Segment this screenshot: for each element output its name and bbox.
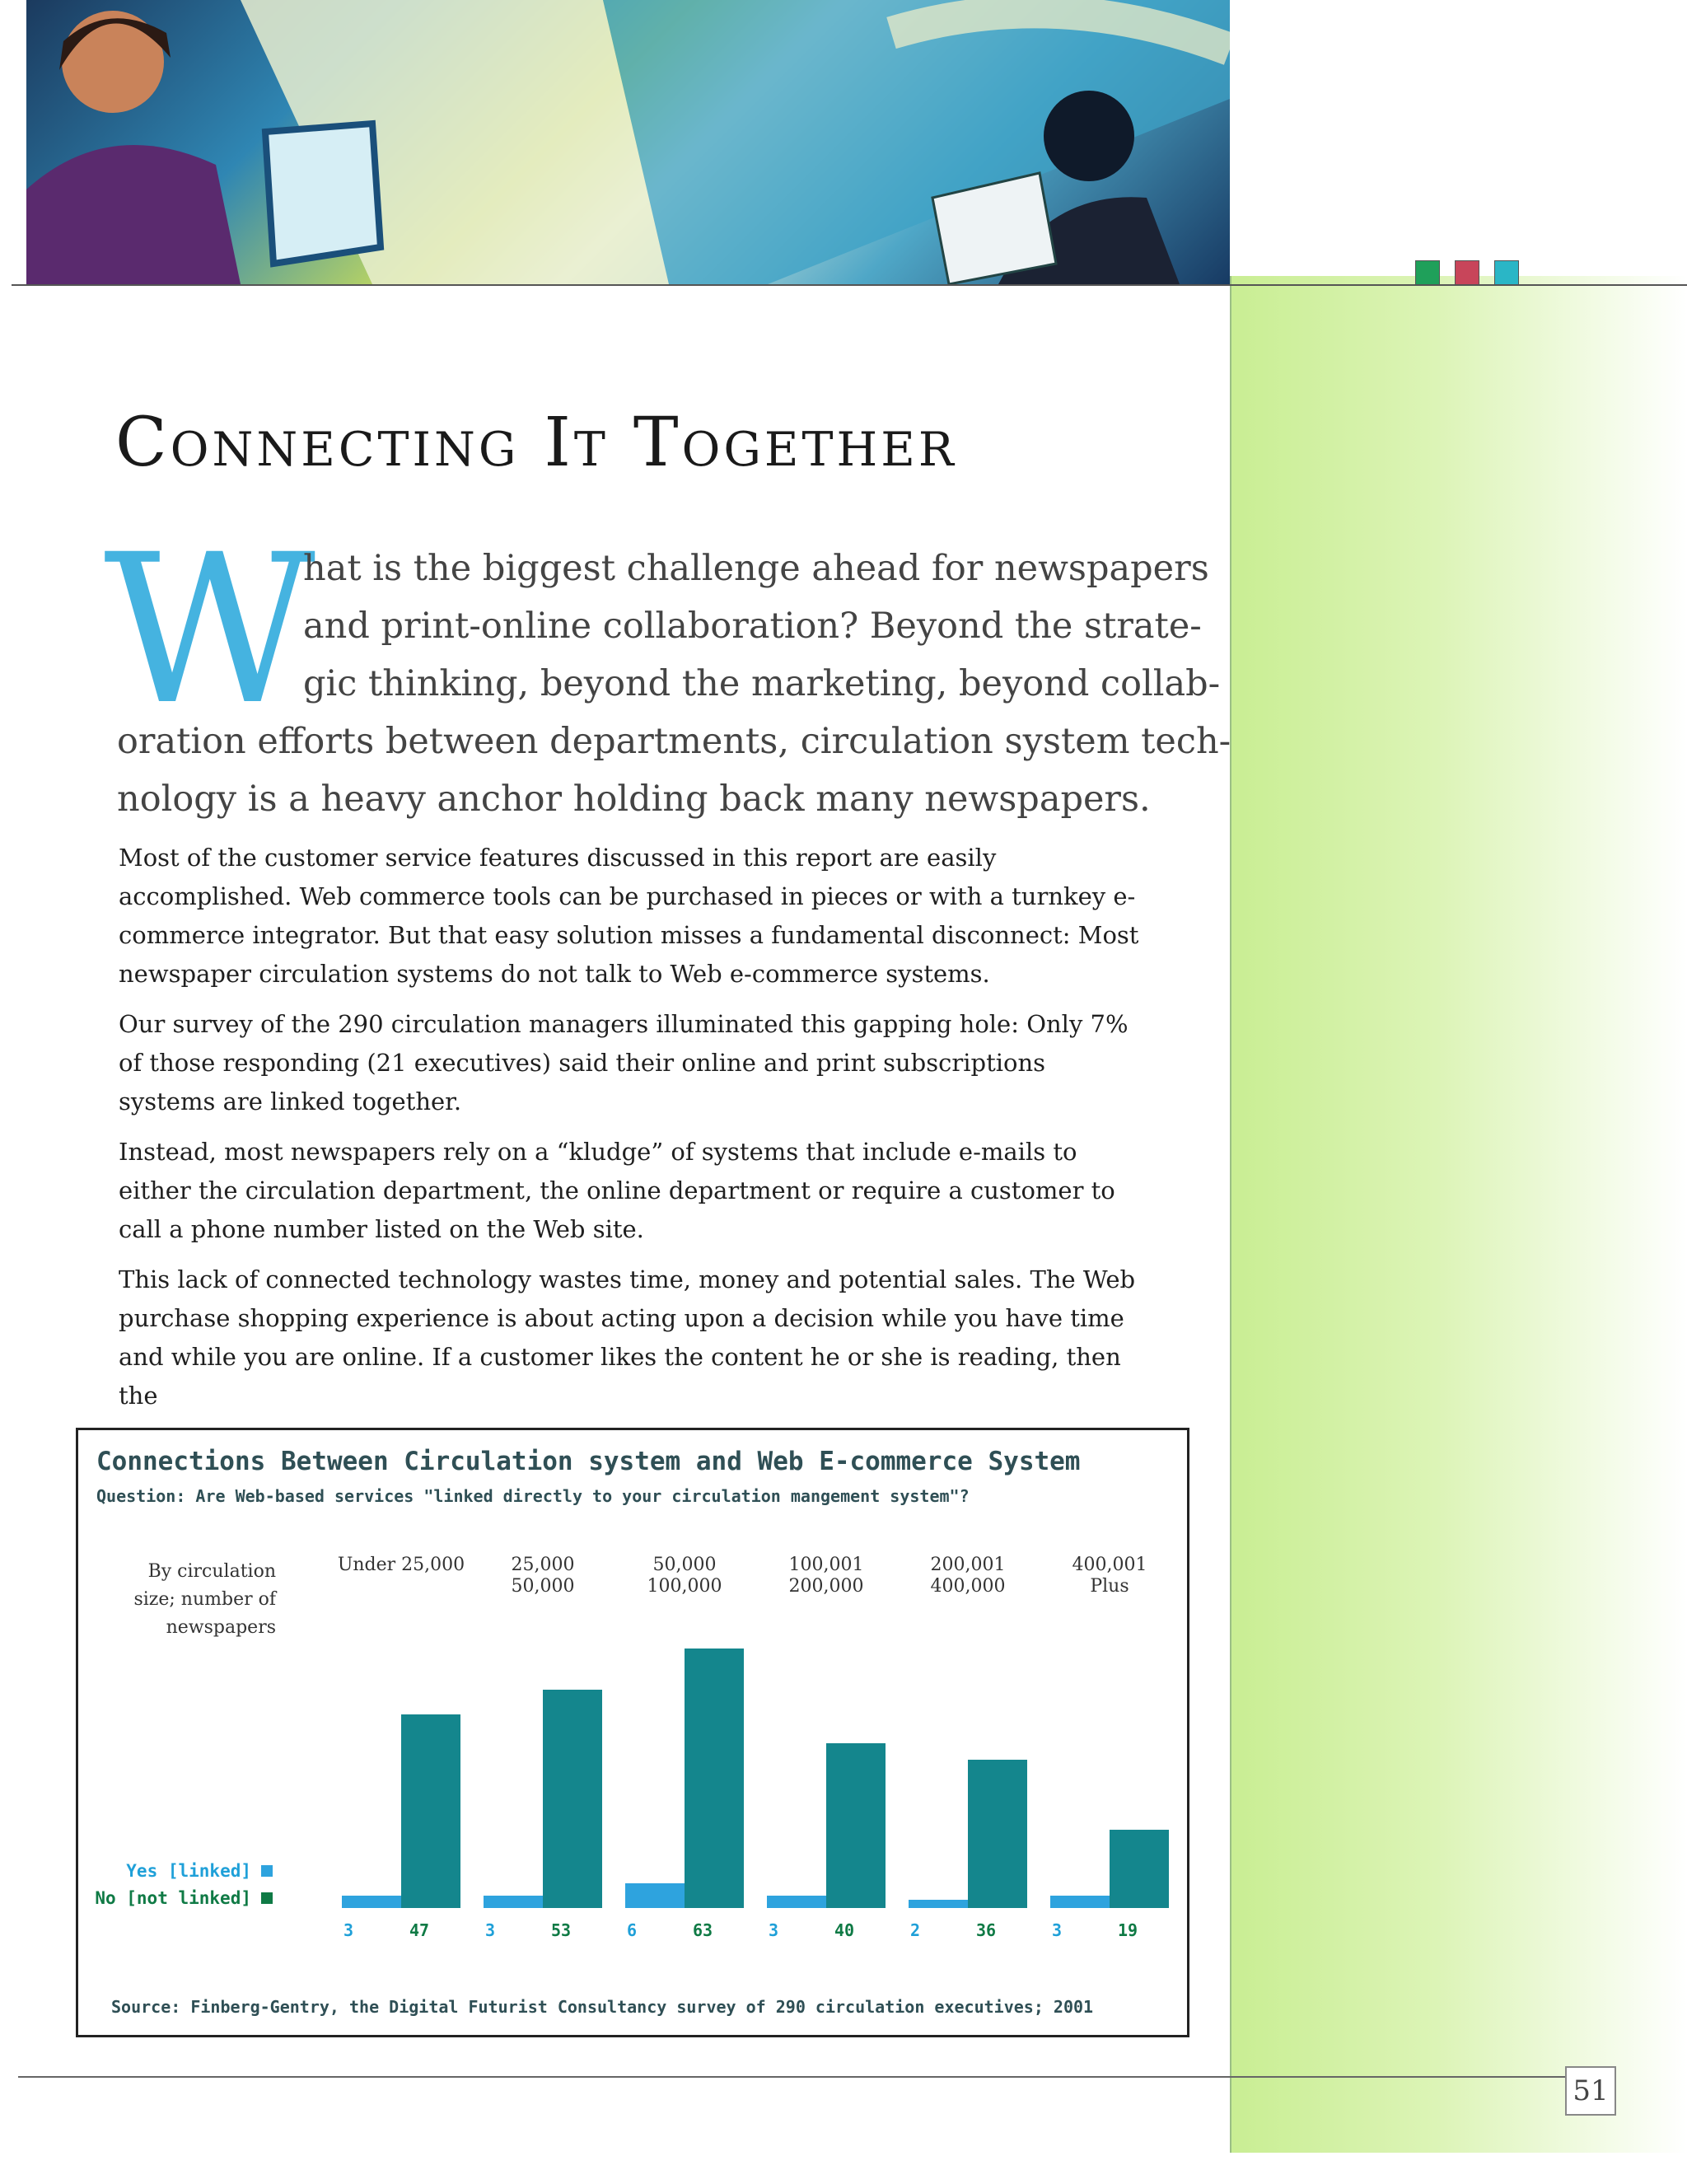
row-label-line: By circulation — [147, 1561, 276, 1582]
green-square-icon — [1415, 260, 1440, 285]
intro-line: nology is a heavy anchor holding back many newspapers. — [117, 779, 1151, 820]
bar-no-not-linked — [1110, 1830, 1169, 1908]
row-label-line: size; number of — [133, 1589, 276, 1610]
bar-yes-linked — [1050, 1896, 1110, 1908]
chart-source: Source: Finberg-Gentry, the Digital Futurist Consultancy survey of 290 circulation executives; 2001 — [111, 1997, 1094, 2017]
hero-artwork — [26, 0, 1230, 284]
value-label-no: 63 — [693, 1920, 713, 1940]
body-paragraph: Our survey of the 290 circulation managers illuminated this gapping hole: Only 7% of those responding (21 executives) said their online and print subscriptions systems are linked together. — [119, 1010, 1129, 1115]
red-square-icon — [1455, 260, 1479, 285]
category-label: 400,001 — [1072, 1555, 1147, 1575]
man-head-shape — [1044, 91, 1134, 181]
intro-line: hat is the biggest challenge ahead for newspapers — [303, 548, 1209, 589]
bar-yes-linked — [342, 1896, 401, 1908]
category-label: 100,001 — [788, 1555, 864, 1575]
legend-label-yes: Yes [linked] — [126, 1861, 251, 1881]
category-label: 50,000 — [652, 1555, 717, 1575]
legend-swatch-no — [261, 1892, 273, 1904]
bar-yes-linked — [484, 1896, 543, 1908]
value-label-yes: 6 — [627, 1920, 638, 1940]
chart-title: Connections Between Circulation system and Web E-commerce System — [96, 1447, 1081, 1476]
value-label-no: 53 — [551, 1920, 572, 1940]
category-label: Under 25,000 — [337, 1555, 465, 1575]
intro-line: and print-online collaboration? Beyond the strate- — [303, 606, 1202, 647]
value-label-no: 19 — [1118, 1920, 1138, 1940]
category-label: 400,000 — [930, 1576, 1006, 1597]
legend-label-no: No [not linked] — [95, 1888, 251, 1908]
body-paragraph: This lack of connected technology wastes time, money and potential sales. The Web purchase shopping experience is about acting upon a decision while you have time and while you are online. If a customer likes the content he or she is reading, then the — [119, 1265, 1136, 1410]
footer-rule — [18, 2076, 1567, 2078]
category-label: 200,000 — [788, 1576, 864, 1597]
bar-no-not-linked — [543, 1690, 602, 1908]
intro-line: oration efforts between departments, circulation system tech- — [117, 721, 1231, 762]
value-label-yes: 3 — [1052, 1920, 1063, 1940]
bar-no-not-linked — [401, 1714, 460, 1908]
bar-no-not-linked — [968, 1760, 1027, 1908]
woman-body-shape — [26, 145, 241, 284]
page-title: Connecting It Together — [115, 404, 957, 482]
teal-square-icon — [1494, 260, 1519, 285]
decorative-squares — [1415, 260, 1519, 285]
category-label: Plus — [1090, 1576, 1129, 1597]
body-paragraph: Instead, most newspapers rely on a “kludge” of systems that include e-mails to either the circulation department, the online department or require a customer to call a phone number listed on the Web site. — [119, 1138, 1115, 1243]
value-label-no: 36 — [976, 1920, 997, 1940]
bar-chart — [78, 1521, 1187, 1982]
value-label-yes: 3 — [769, 1920, 779, 1940]
bar-yes-linked — [909, 1900, 968, 1908]
value-label-no: 40 — [834, 1920, 855, 1940]
hero-illustration — [26, 0, 1230, 284]
computer-monitor-shape — [265, 124, 381, 264]
category-label: 50,000 — [511, 1576, 575, 1597]
value-label-yes: 3 — [343, 1920, 354, 1940]
category-label: 25,000 — [511, 1555, 575, 1575]
page-number: 51 — [1565, 2066, 1616, 2116]
body-paragraph: Most of the customer service features discussed in this report are easily accomplished. Web commerce tools can be purchased in pieces or with a turnkey e-commerce integrator. But that easy solution misses a fundamental disconnect: Most newspaper circulation systems do not talk to Web e-commerce systems. — [119, 844, 1139, 988]
intro-line: gic thinking, beyond the marketing, beyond collab- — [303, 663, 1221, 704]
category-label: 100,000 — [647, 1576, 722, 1597]
chart-panel — [76, 1428, 1189, 2037]
bar-yes-linked — [767, 1896, 826, 1908]
side-panel-gradient — [1230, 276, 1687, 2153]
bar-no-not-linked — [826, 1743, 886, 1908]
value-label-yes: 2 — [910, 1920, 921, 1940]
legend-swatch-yes — [261, 1865, 273, 1877]
chart-subtitle: Question: Are Web-based services "linked directly to your circulation mangement system"? — [96, 1486, 970, 1506]
row-label-line: newspapers — [166, 1617, 276, 1638]
bar-no-not-linked — [685, 1649, 744, 1908]
bar-yes-linked — [625, 1883, 685, 1908]
value-label-no: 47 — [409, 1920, 430, 1940]
value-label-yes: 3 — [485, 1920, 496, 1940]
drop-cap: W — [104, 510, 315, 750]
side-panel-rule — [1230, 276, 1231, 2153]
category-label: 200,001 — [930, 1555, 1006, 1575]
